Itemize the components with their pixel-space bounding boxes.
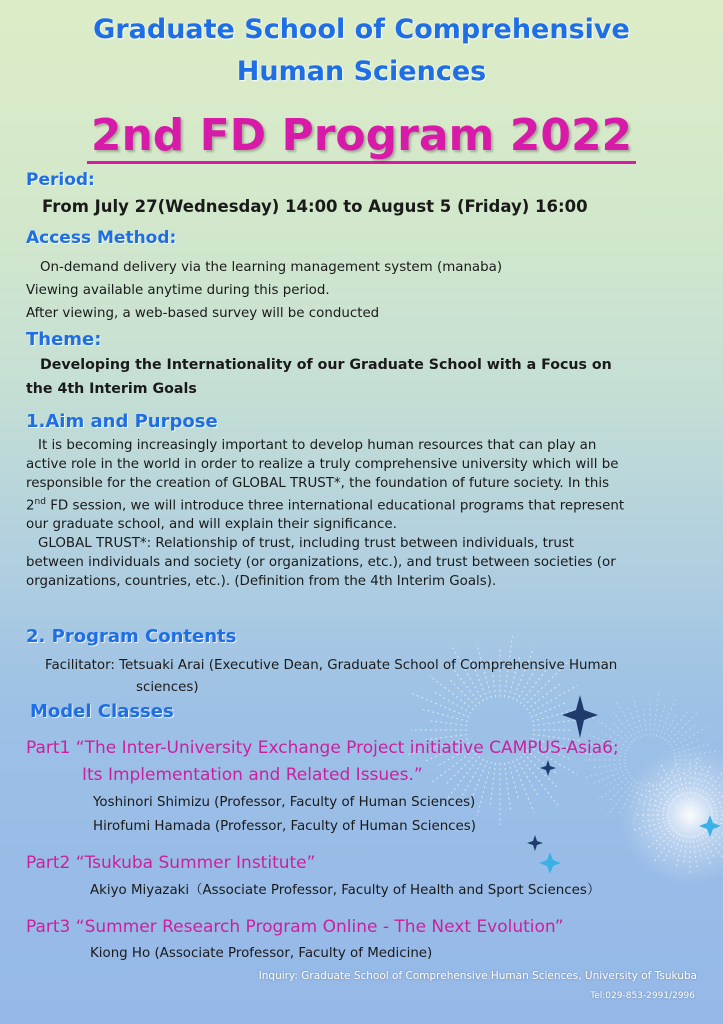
aim-line: our graduate school, and will explain their significance. — [26, 517, 397, 533]
part1-title-line1: Part1 “The Inter-University Exchange Project initiative CAMPUS-Asia6; — [26, 738, 619, 758]
part1-title-line2: Its Implementation and Related Issues.” — [82, 765, 423, 785]
part1-presenter1: Yoshinori Shimizu (Professor, Faculty of Human Sciences) — [93, 795, 476, 810]
aim-line — [26, 493, 716, 515]
part1-presenter2: Hirofumi Hamada (Professor, Faculty of Human Sciences) — [93, 819, 476, 834]
star-icon — [539, 852, 561, 874]
aim-line-rest: FD session, we will introduce three international educational programs that represent — [45, 498, 625, 514]
star-icon — [562, 695, 598, 738]
part2-title: Part2 “Tsukuba Summer Institute” — [26, 853, 316, 873]
aim-paragraph — [26, 436, 716, 591]
theme-line2: the 4th Interim Goals — [26, 381, 197, 397]
part2-presenter1: Akiyo Miyazaki（Associate Professor, Faculty of Health and Sport Sciences） — [90, 883, 601, 898]
aim-ordinal: 2 — [26, 498, 35, 514]
aim-line: It is becoming increasingly important to develop human resources that can play an — [38, 438, 597, 453]
aim-heading: 1.Aim and Purpose — [26, 411, 218, 432]
period-text: From July 27(Wednesday) 14:00 to August 5 (Friday) 16:00 — [42, 197, 588, 216]
access-line3: After viewing, a web-based survey will be conducted — [26, 306, 380, 321]
part3-title: Part3 “Summer Research Program Online - The Next Evolution” — [26, 917, 564, 937]
star-icon — [527, 835, 543, 851]
program-title-text: 2nd FD Program 2022 — [87, 110, 636, 164]
program-title — [0, 110, 723, 161]
facilitator-line2: sciences) — [136, 680, 199, 695]
access-line1: On-demand delivery via the learning management system (manaba) — [40, 260, 503, 275]
facilitator-line1: Facilitator: Tetsuaki Arai (Executive Dean, Graduate School of Comprehensive Human — [45, 658, 618, 673]
contents-heading: 2. Program Contents — [26, 626, 237, 647]
aim-line: responsible for the creation of GLOBAL TRUST*, the foundation of future society. In this — [26, 476, 610, 491]
aim-line: organizations, countries, etc.). (Definition from the 4th Interim Goals). — [26, 574, 497, 590]
aim-line: active role in the world in order to realize a truly comprehensive university which will be — [26, 457, 619, 472]
model-classes-heading: Model Classes — [30, 701, 174, 722]
access-heading: Access Method: — [26, 228, 177, 248]
aim-ordinal-suffix: nd — [34, 497, 46, 507]
aim-line: GLOBAL TRUST*: Relationship of trust, including trust between individuals, trust — [38, 536, 575, 552]
period-heading: Period: — [26, 170, 95, 190]
theme-line1: Developing the Internationality of our Graduate School with a Focus on — [40, 357, 612, 373]
access-line2: Viewing available anytime during this period. — [26, 283, 330, 298]
theme-heading: Theme: — [26, 329, 102, 350]
telephone-text: Tel:029-853-2991/2996 — [590, 991, 695, 1001]
school-title-line2: Human Sciences — [236, 56, 487, 87]
inquiry-text: Inquiry: Graduate School of Comprehensive Human Sciences, University of Tsukuba — [258, 970, 697, 982]
school-title-line1: Graduate School of Comprehensive — [93, 14, 630, 45]
aim-line: between individuals and society (or organizations, etc.), and trust between societies (or — [26, 555, 616, 571]
part3-presenter1: Kiong Ho (Associate Professor, Faculty of Medicine) — [90, 946, 433, 961]
